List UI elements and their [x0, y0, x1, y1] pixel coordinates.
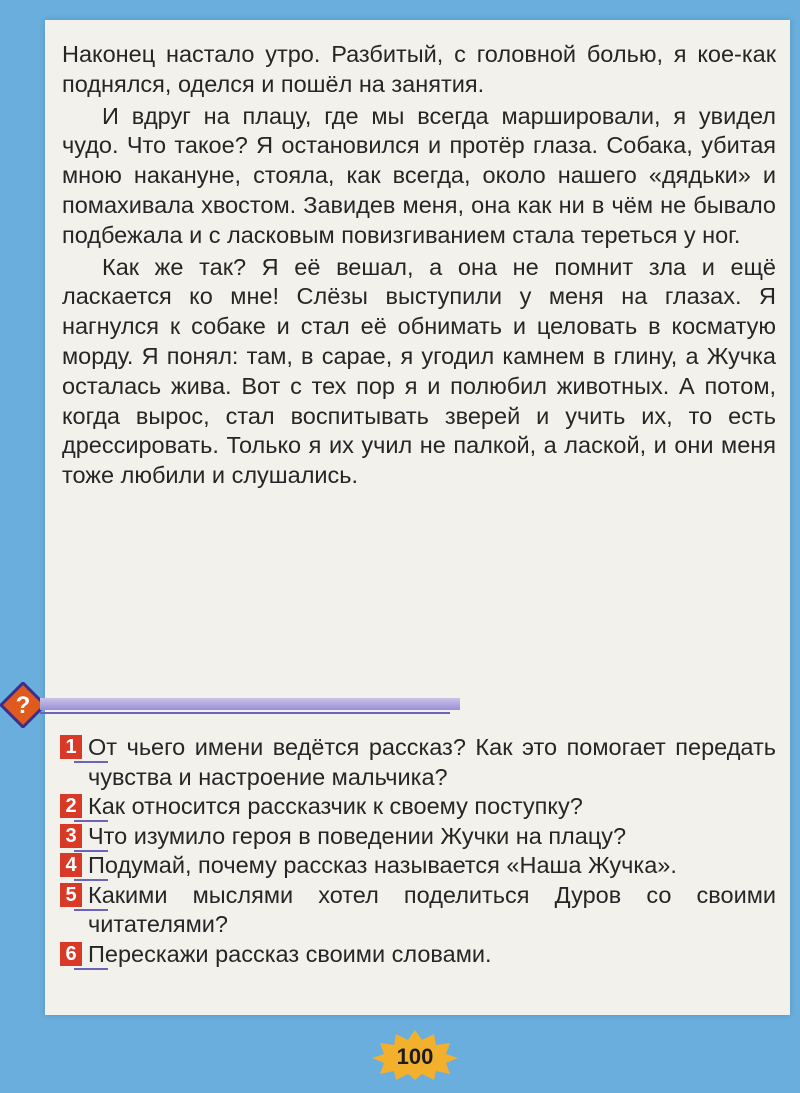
question-item — [60, 733, 776, 792]
question-number-badge: 2 — [60, 794, 82, 818]
question-text: Какими мыслями хотел поделиться Дуров со своими читателями? — [88, 881, 776, 937]
page-number-badge — [372, 1030, 458, 1080]
question-number-badge: 5 — [60, 883, 82, 907]
question-number-badge: 6 — [60, 942, 82, 966]
question-number-badge: 4 — [60, 853, 82, 877]
question-item — [60, 940, 776, 970]
questions-header-bar — [40, 698, 460, 710]
questions-list — [60, 733, 776, 969]
paragraph-2: И вдруг на плацу, где мы всегда маршировали, я увидел чудо. Что такое? Я остановился и протёр глаза. Собака, убитая мною накануне, стояла, как всегда, около нашего «дядьки» и помахивала хвостом. Завидев меня, она как ни в чём не бывало подбежала и с ласковым повизгиванием стала тереться у ног. — [62, 102, 776, 248]
paragraph-3: Как же так? Я её вешал, а она не помнит зла и ещё ласкается ко мне! Слёзы выступили у меня на глазах. Я нагнулся к собаке и стал её обнимать и целовать в косматую морду. Я понял: там, в сарае, я угодил камнем в глину, а Жучка осталась жива. Вот с тех пор я и полюбил животных. А потом, когда вырос, стал воспитывать зверей и учить их, то есть дрессировать. Только я их учил не палкой, а лаской, и они меня тоже любили и слушались. — [62, 253, 776, 489]
question-mark-symbol: ? — [15, 692, 31, 719]
questions-header-line — [40, 712, 450, 714]
question-item — [60, 822, 776, 852]
paragraph-1: Наконец настало утро. Разбитый, с головной болью, я кое-как поднялся, оделся и пошёл на занятия. — [62, 41, 776, 97]
question-text: Что изумило героя в поведении Жучки на плацу? — [88, 822, 627, 849]
page-number: 100 — [396, 1044, 434, 1069]
question-item — [60, 792, 776, 822]
question-number-badge: 1 — [60, 735, 82, 759]
question-number-badge: 3 — [60, 824, 82, 848]
question-text: Как относится рассказчик к своему поступку? — [88, 793, 583, 819]
question-text: От чьего имени ведётся рассказ? Как это помогает передать чувства и настроение мальчика? — [88, 734, 776, 790]
question-text: Подумай, почему рассказ называется «Наша Жучка». — [88, 852, 677, 878]
question-item — [60, 851, 776, 881]
story-text — [62, 40, 776, 493]
question-text: Перескажи рассказ своими словами. — [88, 940, 492, 967]
question-item — [60, 881, 776, 940]
